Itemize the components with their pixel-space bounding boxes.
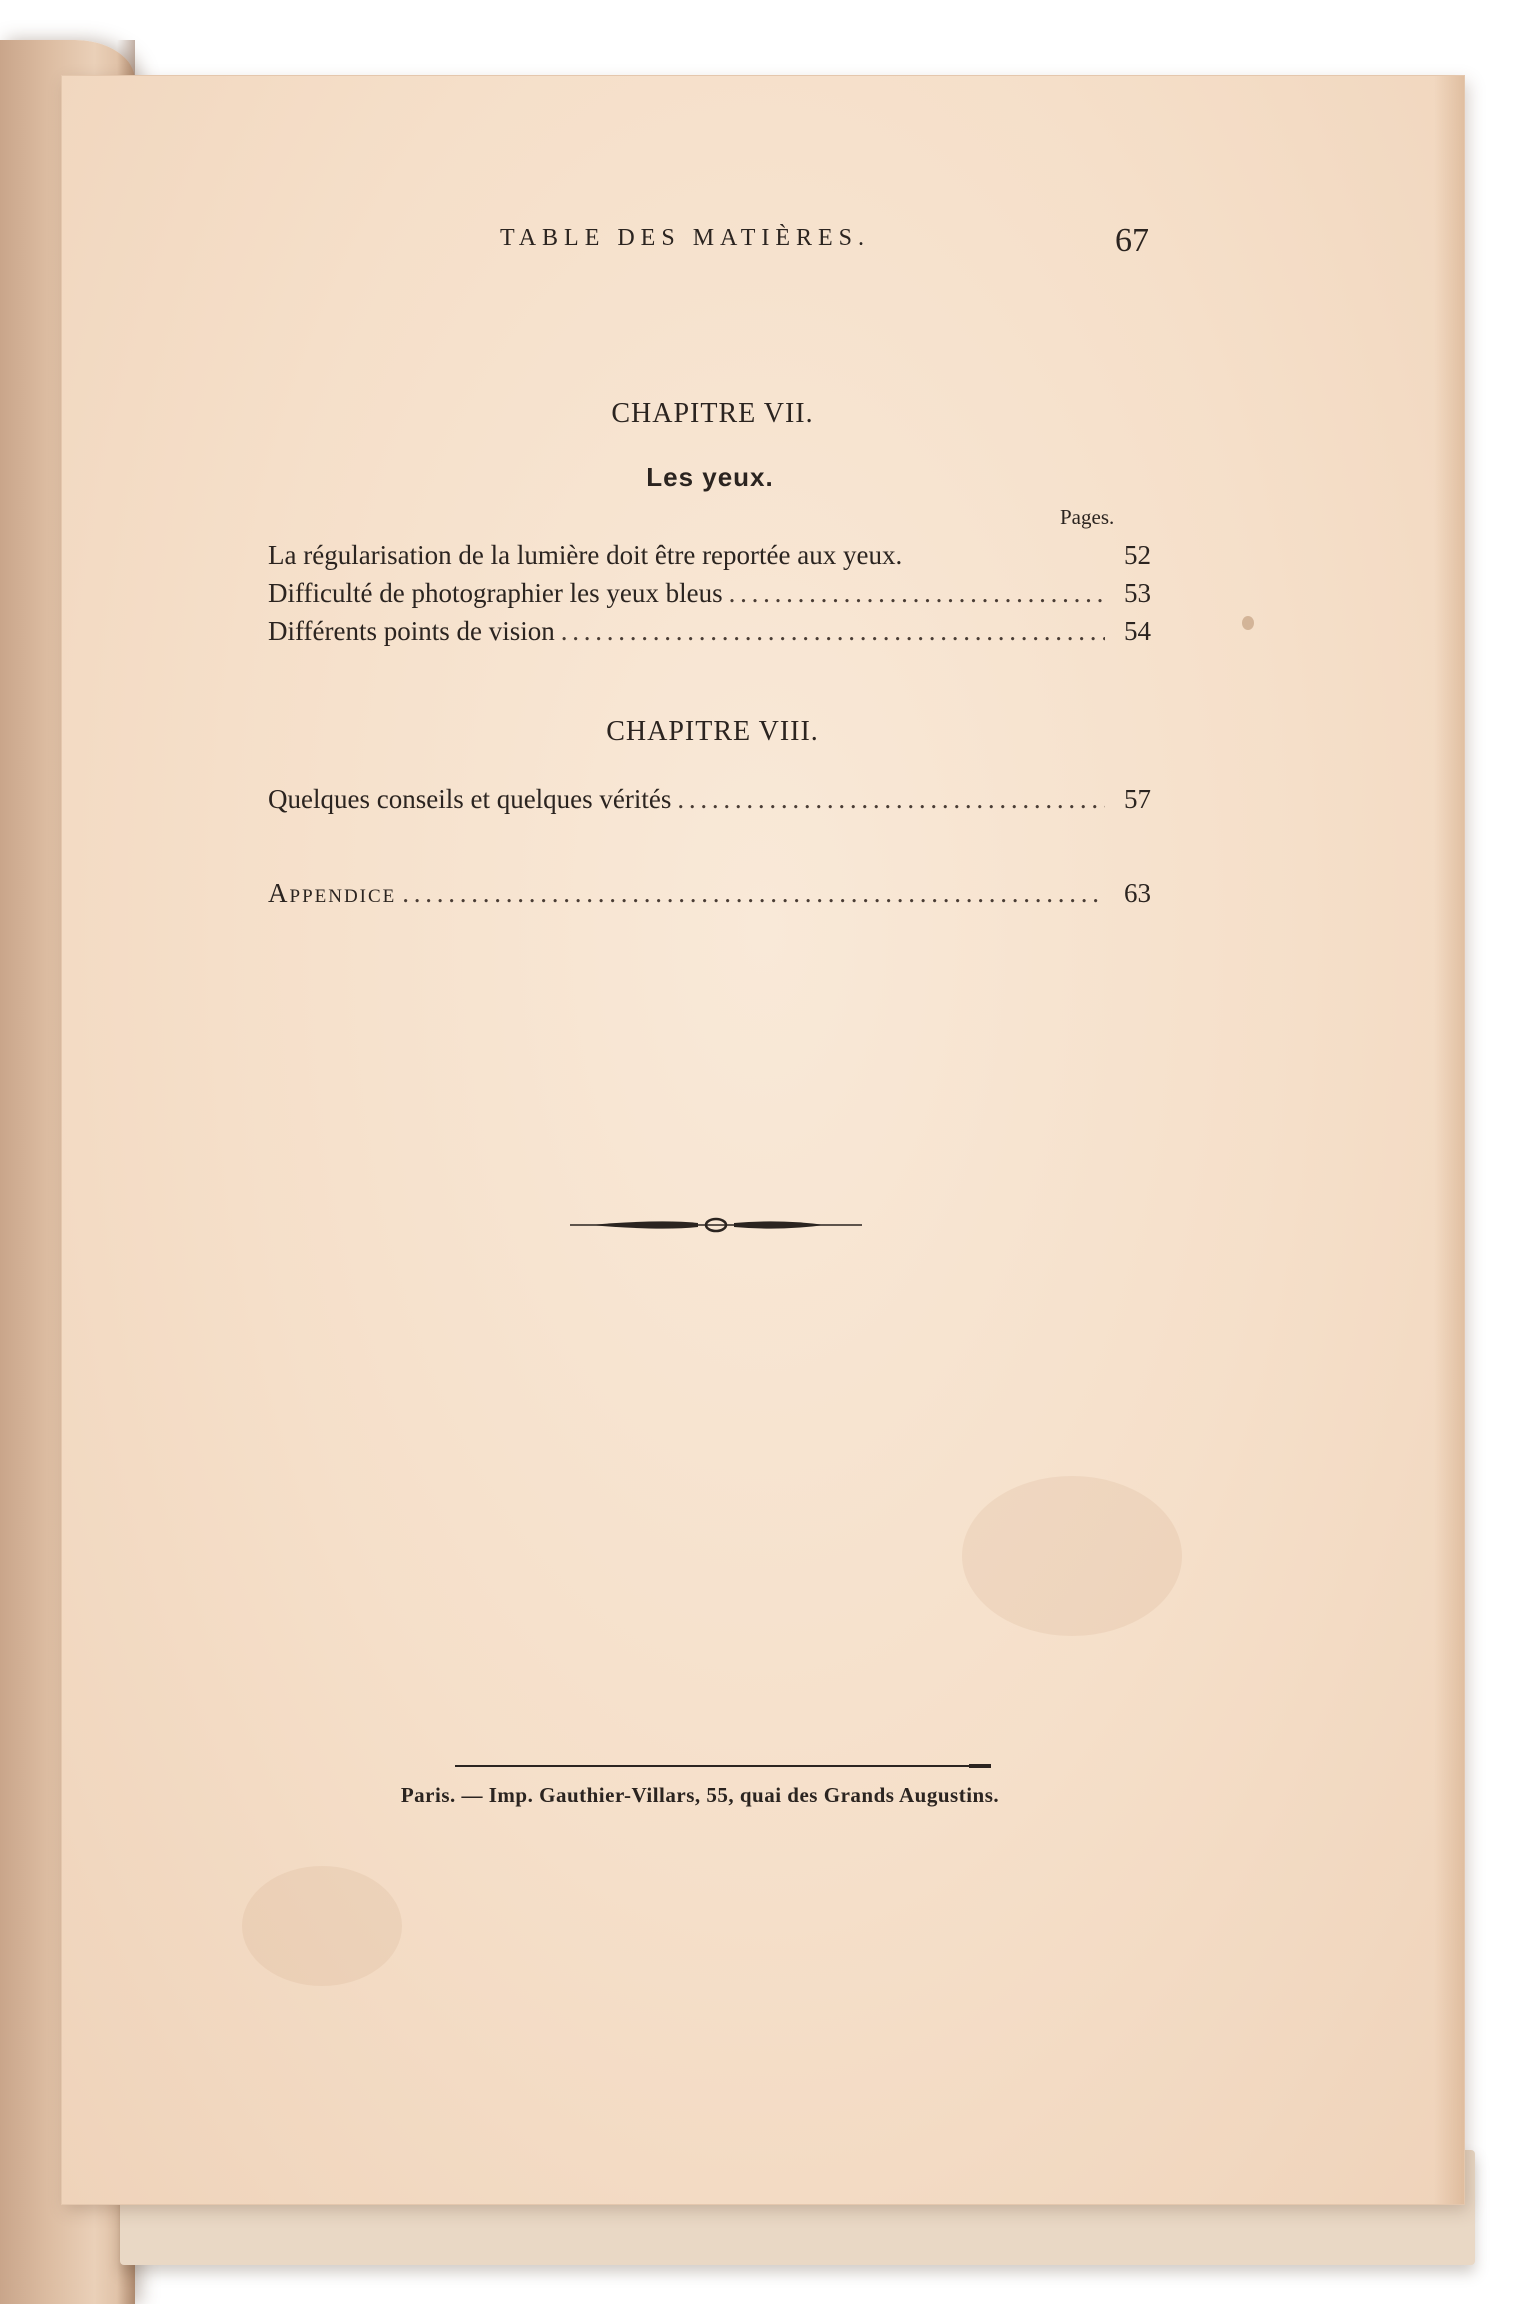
leader-dots	[729, 578, 1105, 609]
book-page	[62, 76, 1464, 2204]
pages-column-label: Pages.	[1060, 505, 1115, 529]
leader-dots	[677, 784, 1105, 815]
chapter-subtitle: Les yeux.	[646, 462, 774, 492]
toc-entry-label: Difficulté de photographier les yeux bleus	[268, 578, 723, 608]
toc-entry	[268, 616, 1151, 652]
toc-entry-appendix	[268, 878, 1151, 914]
toc-entry-page: 57	[1124, 784, 1151, 814]
page-number: 67	[1115, 222, 1149, 259]
page-edge-shading	[1434, 76, 1464, 2204]
toc-entry-page: 63	[1124, 878, 1151, 908]
toc-entry-page: 52	[1124, 540, 1151, 570]
toc-entry	[268, 784, 1151, 820]
toc-entry-label: La régularisation de la lumière doit être reportée aux yeux.	[268, 540, 903, 570]
toc-entry	[268, 578, 1151, 614]
ornament-divider	[570, 1214, 862, 1236]
leader-dots	[402, 878, 1105, 909]
chapter-heading: CHAPITRE VIII.	[606, 716, 819, 747]
toc-entry-page: 54	[1124, 616, 1151, 646]
printer-imprint: Paris. — Imp. Gauthier-Villars, 55, quai des Grands Augustins.	[400, 1783, 1000, 1807]
chapter-heading: CHAPITRE VII.	[611, 398, 814, 429]
imprint-rule	[455, 1765, 985, 1767]
foxing-stain	[242, 1866, 402, 1986]
toc-entry-label: Différents points de vision	[268, 616, 555, 646]
toc-entry	[268, 540, 1151, 576]
running-head: TABLE DES MATIÈRES.	[499, 225, 871, 251]
toc-entry-label: Appendice	[268, 878, 397, 908]
leader-dots	[561, 616, 1105, 647]
foxing-stain	[962, 1476, 1182, 1636]
toc-entry-page: 53	[1124, 578, 1151, 608]
toc-entry-label: Quelques conseils et quelques vérités	[268, 784, 672, 814]
foxing-spot	[1242, 616, 1254, 630]
